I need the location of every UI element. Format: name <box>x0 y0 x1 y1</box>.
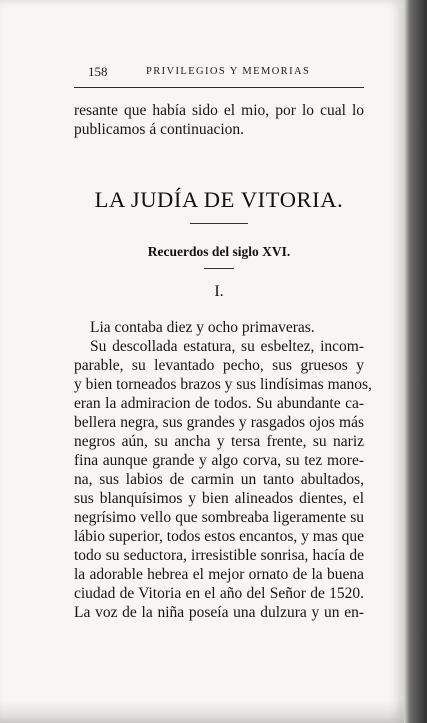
subtitle-rule <box>204 268 234 269</box>
page-header <box>74 64 364 82</box>
chapter-subtitle: Recuerdos del siglo XVI. <box>147 244 291 259</box>
text-line: lábio superior, todos estos encantos, y mas que <box>74 528 364 545</box>
text-line: negrísimo vello que sombreaba ligeramente su <box>74 509 364 526</box>
text-line: publicamos á continuacion. <box>74 121 245 138</box>
text-line: la adorable hebrea el mejor ornato de la buena <box>74 566 364 583</box>
page-number: 158 <box>88 64 108 79</box>
text-line: La voz de la niña poseía una dulzura y un en- <box>74 604 364 621</box>
text-line: resante que había sido el mio, por lo cual lo <box>74 102 364 119</box>
text-line: sus blanquísimos y bien alineados dientes, el <box>74 490 364 507</box>
title-rule <box>190 223 248 224</box>
chapter-title: LA JUDÍA DE VITORIA. <box>94 187 344 212</box>
text-line: Lia contaba diez y ocho primaveras. <box>90 319 315 336</box>
page-bottom-shadow <box>0 700 404 723</box>
book-spine-shadow <box>404 0 427 723</box>
text-line: fina aunque grande y algo corva, su tez more- <box>74 452 364 469</box>
running-head: PRIVILEGIOS Y MEMORIAS <box>146 66 311 77</box>
text-line: y bien torneados brazos y sus lindísimas manos, <box>74 376 372 393</box>
text-line: na, sus labios de carmin un tanto abultados, <box>74 471 364 488</box>
section-number: I. <box>214 283 224 300</box>
text-line: todo su seductora, irresistible sonrisa, hacía de <box>74 547 364 564</box>
text-line: Su descollada estatura, su esbeltez, incom- <box>90 338 364 355</box>
text-line: bellera negra, sus grandes y rasgados ojos más <box>74 414 364 431</box>
text-line: parable, su levantado pecho, sus gruesos y <box>74 357 364 374</box>
header-rule <box>74 87 364 88</box>
text-line: ciudad de Vitoria en el año del Señor de 1520. <box>74 585 364 602</box>
text-line: negros aún, su ancha y tersa frente, su nariz <box>74 433 364 450</box>
text-line: eran la admiracion de todos. Su abundante ca- <box>74 395 364 412</box>
